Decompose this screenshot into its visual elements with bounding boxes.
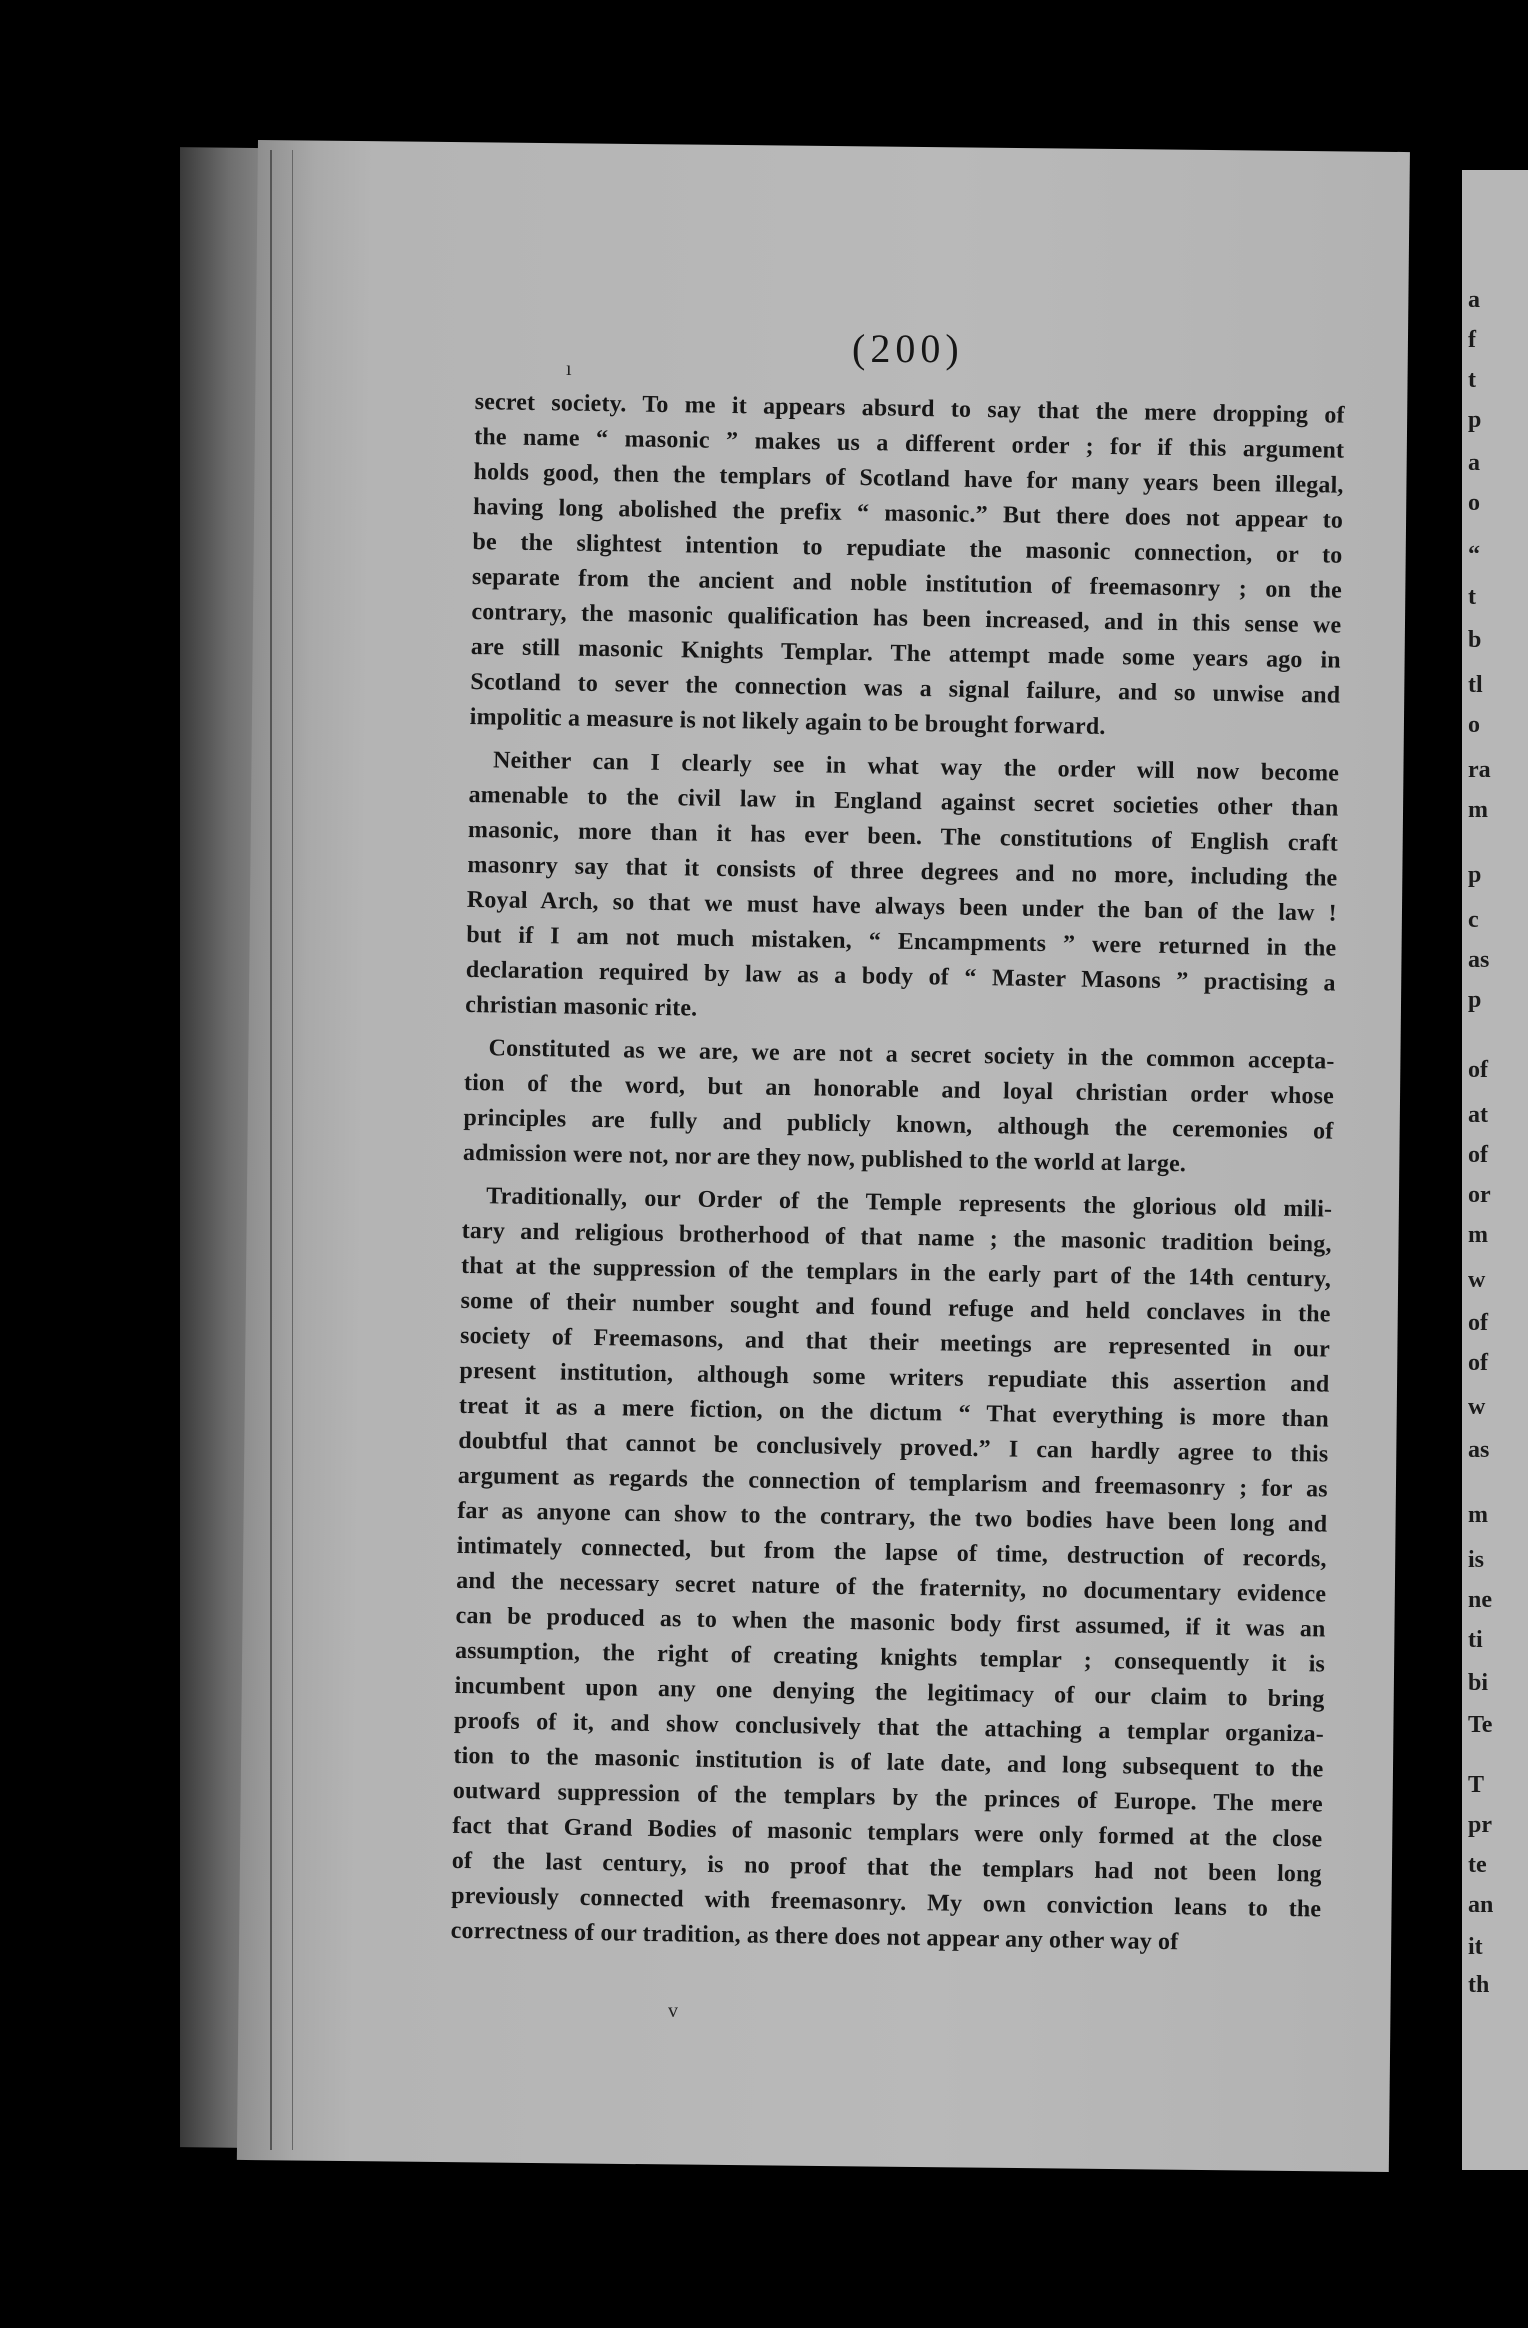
text-line: Scotland to sever the connection was a signal failure, and so unwise and: [470, 668, 1341, 709]
text-line: christian masonic rite.: [465, 991, 698, 1022]
facing-page-fragment: it: [1468, 1934, 1483, 1960]
text-line: amenable to the civil law in England against secret societies other than: [468, 781, 1339, 822]
text-line: are still masonic Knights Templar. The attempt made some years ago in: [470, 633, 1341, 674]
facing-page-fragment: of: [1468, 1350, 1488, 1376]
facing-page-fragment: tl: [1468, 672, 1483, 698]
facing-page-fragment: of: [1468, 1057, 1488, 1083]
facing-page-fragment: p: [1468, 862, 1482, 888]
body-text: [450, 385, 1345, 1970]
text-line: of the last century, is no proof that the templars had not been long: [451, 1847, 1322, 1888]
facing-page-fragment: p: [1468, 987, 1482, 1013]
text-line: masonry say that it consists of three degrees and no more, including the: [467, 851, 1338, 892]
text-line: society of Freemasons, and that their meetings are represented in our: [459, 1322, 1331, 1363]
facing-page-fragment: w: [1468, 1394, 1486, 1420]
text-line: and the necessary secret nature of the fraternity, no documentary evidence: [456, 1567, 1327, 1608]
text-line: declaration required by law as a body of “ Master Masons ” practising a: [465, 956, 1336, 997]
facing-page-fragment: a: [1468, 287, 1480, 313]
text-line: fact that Grand Bodies of masonic templars were only formed at the close: [452, 1812, 1323, 1853]
text-line: secret society. To me it appears absurd to say that the mere dropping of: [474, 388, 1345, 429]
facing-page-fragment: m: [1468, 1502, 1488, 1528]
facing-page-fragment: bi: [1468, 1670, 1489, 1696]
text-line: doubtful that cannot be conclusively proved.” I can hardly agree to this: [458, 1427, 1329, 1468]
text-line: having long abolished the prefix “ masonic.” But there does not appear to: [472, 493, 1344, 534]
facing-page-edge: [1462, 170, 1528, 2170]
text-line: intimately connected, but from the lapse of time, destruction of records,: [456, 1532, 1327, 1573]
text-line: but if I am not much mistaken, “ Encampments ” were returned in the: [466, 921, 1337, 962]
paragraph: [463, 1031, 1335, 1185]
facing-page-fragment: te: [1468, 1852, 1487, 1878]
text-line: Constituted as we are, we are not a secret society in the common accepta-: [488, 1035, 1335, 1075]
facing-page-fragment: T: [1468, 1772, 1485, 1798]
facing-page-fragment: m: [1468, 1222, 1488, 1248]
text-line: tary and religious brotherhood of that name ; the masonic tradition being,: [461, 1217, 1332, 1258]
facing-page-fragment: of: [1468, 1142, 1488, 1168]
text-line: Neither can I clearly see in what way the order will now become: [492, 747, 1340, 787]
facing-page-fragment: t: [1468, 367, 1476, 393]
text-line: Traditionally, our Order of the Temple represents the glorious old mili-: [486, 1183, 1333, 1223]
facing-page-fragment: Te: [1468, 1712, 1493, 1738]
facing-page-fragment: ne: [1468, 1587, 1492, 1613]
facing-page-fragment: or: [1468, 1182, 1491, 1208]
text-line: holds good, then the templars of Scotland have for many years been illegal,: [473, 458, 1344, 499]
page-number: (200): [852, 326, 964, 371]
facing-page-fragment: as: [1468, 1437, 1490, 1463]
facing-page-fragment: at: [1468, 1102, 1488, 1128]
facing-page-fragment: p: [1468, 407, 1482, 433]
text-line: the name “ masonic ” makes us a different order ; for if this argument: [473, 423, 1345, 464]
facing-page-fragment: ti: [1468, 1627, 1483, 1653]
facing-page-fragment: f: [1468, 327, 1476, 353]
text-line: correctness of our tradition, as there does not appear any other way of: [450, 1917, 1179, 1956]
facing-page-fragment: as: [1468, 947, 1490, 973]
facing-page-fragment: of: [1468, 1310, 1488, 1336]
ink-speck: v: [668, 2000, 678, 2022]
text-line: some of their number sought and found refuge and held conclaves in the: [460, 1287, 1331, 1328]
facing-page-fragment: b: [1468, 627, 1482, 653]
text-line: that at the suppression of the templars in the early part of the 14th century,: [460, 1252, 1332, 1293]
facing-page-fragment: o: [1468, 712, 1480, 738]
text-line: principles are fully and publicly known, although the ceremonies of: [463, 1104, 1334, 1145]
text-line: tion to the masonic institution is of late date, and long subsequent to the: [453, 1742, 1324, 1783]
facing-page-fragment: ra: [1468, 757, 1491, 783]
facing-page-fragment: is: [1468, 1547, 1485, 1573]
text-line: far as anyone can show to the contrary, the two bodies have been long and: [457, 1497, 1328, 1538]
facing-page-fragment: c: [1468, 907, 1479, 933]
text-line: previously connected with freemasonry. My own conviction leans to the: [451, 1882, 1322, 1923]
text-line: admission were not, nor are they now, published to the world at large.: [462, 1139, 1187, 1178]
facing-page-fragment: pr: [1468, 1812, 1492, 1838]
text-line: incumbent upon any one denying the legitimacy of our claim to bring: [454, 1672, 1325, 1713]
facing-page-fragment: “: [1468, 542, 1480, 568]
facing-page-fragment: th: [1468, 1972, 1490, 1998]
paragraph: [450, 1179, 1332, 1963]
text-line: proofs of it, and show conclusively that the attaching a templar organiza-: [453, 1707, 1325, 1748]
ink-speck: ı: [566, 358, 572, 380]
facing-page-fragment: a: [1468, 450, 1480, 476]
text-line: separate from the ancient and noble institution of freemasonry ; on the: [471, 563, 1343, 604]
text-line: impolitic a measure is not likely again to be brought forward.: [469, 703, 1106, 740]
facing-page-fragment: t: [1468, 584, 1476, 610]
facing-page-fragment: an: [1468, 1892, 1494, 1918]
text-line: tion of the word, but an honorable and loyal christian order whose: [463, 1069, 1335, 1110]
text-line: outward suppression of the templars by the princes of Europe. The mere: [452, 1777, 1324, 1818]
text-line: can be produced as to when the masonic body first assumed, if it was an: [455, 1602, 1326, 1643]
text-line: contrary, the masonic qualification has been increased, and in this sense we: [471, 598, 1342, 639]
text-line: masonic, more than it has ever been. The constitutions of English craft: [467, 816, 1339, 857]
facing-page-fragment: o: [1468, 490, 1480, 516]
text-line: argument as regards the connection of templarism and freemasonry ; for as: [457, 1462, 1328, 1503]
page-edge-lines: [270, 150, 293, 2150]
facing-page-fragment: m: [1468, 797, 1488, 823]
text-line: Royal Arch, so that we must have always been under the ban of the law !: [466, 886, 1338, 927]
text-line: assumption, the right of creating knights templar ; consequently it is: [454, 1637, 1326, 1678]
text-line: present institution, although some writers repudiate this assertion and: [459, 1357, 1330, 1398]
paragraph: [465, 743, 1339, 1037]
paragraph: [470, 385, 1345, 749]
text-line: be the slightest intention to repudiate the masonic connection, or to: [472, 528, 1343, 569]
facing-page-fragment: w: [1468, 1267, 1486, 1293]
text-line: treat it as a mere fiction, on the dictum “ That everything is more than: [458, 1392, 1330, 1433]
